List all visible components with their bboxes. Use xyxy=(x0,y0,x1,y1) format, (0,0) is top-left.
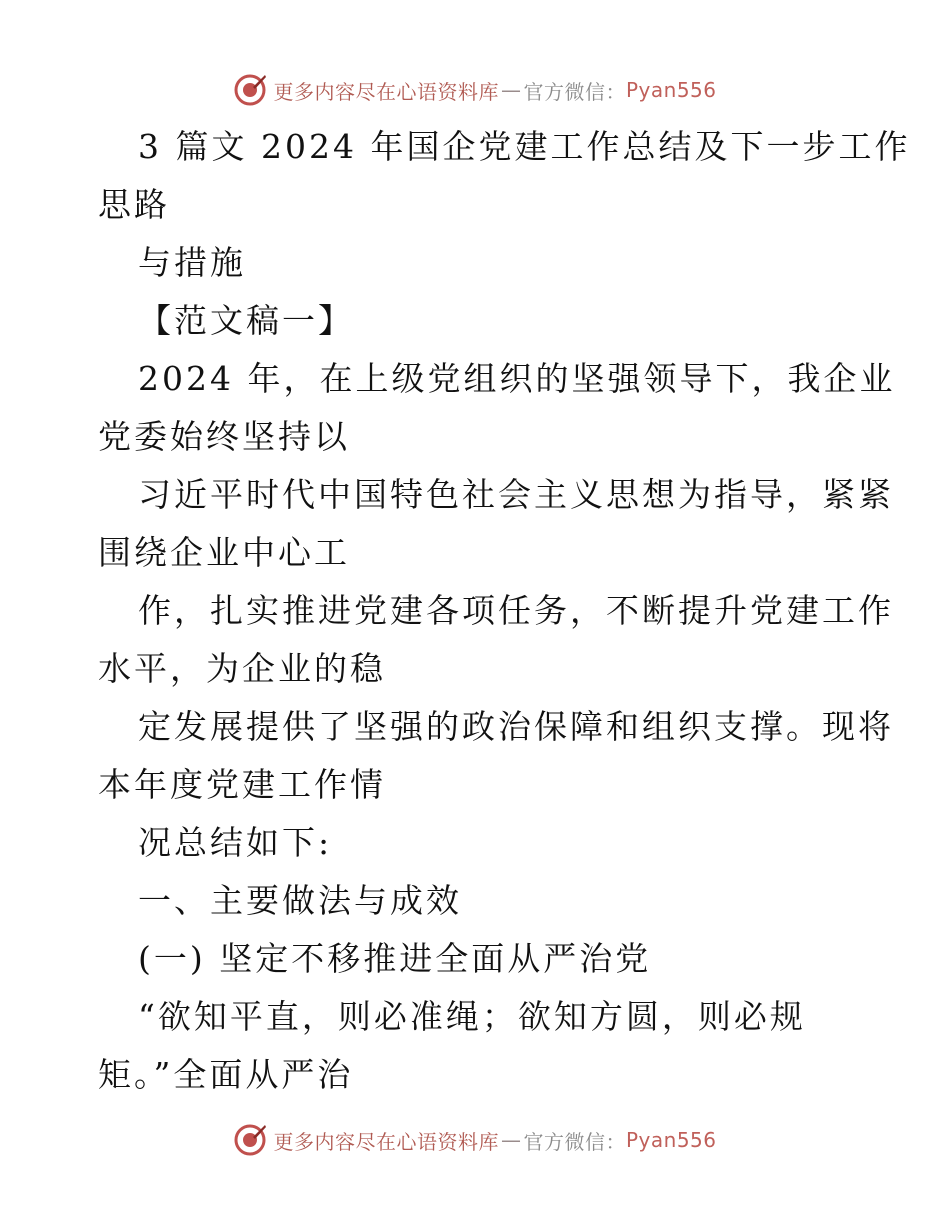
banner-separator: — xyxy=(500,1128,522,1152)
banner-wechat-id: Pyan556 xyxy=(625,1128,717,1152)
header-banner xyxy=(0,70,950,110)
paragraph-line: 水平，为企业的稳 xyxy=(98,649,386,688)
paragraph-line: 定发展提供了坚强的政治保障和组织支撑。现将 xyxy=(138,707,894,746)
paragraph-line: 习近平时代中国特色社会主义思想为指导，紧紧 xyxy=(138,475,894,514)
document-body xyxy=(98,118,911,1104)
footer-banner xyxy=(0,1120,950,1160)
banner-text: 更多内容尽在心语资料库 xyxy=(273,79,499,104)
banner-wechat-label: 官方微信： xyxy=(523,79,626,104)
banner-text: 更多内容尽在心语资料库 xyxy=(273,1129,499,1154)
paragraph-line: 况总结如下: xyxy=(138,823,333,862)
title-line-2: 思路 xyxy=(98,185,170,224)
title-line-3: 与措施 xyxy=(138,243,246,282)
paragraph-line: 围绕企业中心工 xyxy=(98,533,350,572)
section-label: 【范文稿一】 xyxy=(138,301,354,340)
pen-logo-icon xyxy=(233,1123,267,1157)
paragraph-line: 2024 年，在上级党组织的坚强领导下，我企业 xyxy=(138,359,896,398)
heading-main-practices: 一、主要做法与成效 xyxy=(138,881,462,920)
paragraph-line: 矩。”全面从严治 xyxy=(98,1055,354,1094)
banner-wechat-id: Pyan556 xyxy=(625,78,717,102)
paragraph-line: 本年度党建工作情 xyxy=(98,765,386,804)
quote-line: “欲知平直，则必准绳；欲知方圆，则必规 xyxy=(138,997,806,1036)
paragraph-line: 党委始终坚持以 xyxy=(98,417,350,456)
banner-separator: — xyxy=(500,78,522,102)
subheading-1: (一) 坚定不移推进全面从严治党 xyxy=(138,939,652,978)
title-line-1: 3 篇文 2024 年国企党建工作总结及下一步工作 xyxy=(138,127,911,166)
paragraph-line: 作，扎实推进党建各项任务，不断提升党建工作 xyxy=(138,591,894,630)
banner-wechat-label: 官方微信： xyxy=(523,1129,626,1154)
pen-logo-icon xyxy=(233,73,267,107)
